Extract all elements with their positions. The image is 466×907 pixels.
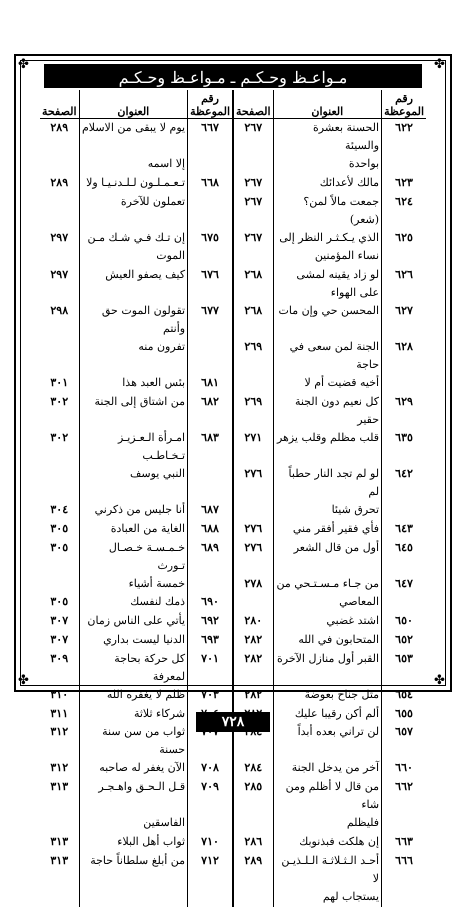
entry-page: ٢٧٨: [233, 575, 273, 594]
entry-title: لو زاد يقينه لمشى على الهواء: [273, 266, 382, 302]
entry-page: [233, 374, 273, 393]
entry-number: ٦٨٢: [188, 393, 233, 429]
entry-page: ٢٦٨: [233, 266, 273, 302]
entry-title: من اشتاق إلى الجنة: [79, 393, 188, 429]
entry-number: ٦٢٤: [382, 193, 426, 229]
entry-page: ٣٠٥: [50, 595, 69, 609]
entry-title: المعاصي: [273, 593, 382, 612]
entry-number: ٦٧٧: [188, 302, 233, 338]
header-page-left: الصفحة: [40, 90, 79, 119]
entry-page: ٢٧٦: [233, 465, 273, 501]
entry-title: إن هلكت فبذنوبك: [273, 833, 382, 852]
entry-number: ٧٠٨: [188, 759, 233, 778]
table-row: [40, 888, 426, 907]
entry-title: تفرون منه: [79, 338, 188, 374]
entry-number: [382, 247, 426, 266]
entry-title: خمسة أشياء: [79, 575, 188, 594]
entry-number: ٦٦٨: [188, 174, 233, 193]
entry-page: ٢٨٩: [233, 852, 273, 888]
entry-title: قلب مظلم وقلب يزهر: [273, 429, 382, 465]
entry-title: فليظلم: [273, 814, 382, 833]
entry-page: ٢٨٤: [233, 759, 273, 778]
entry-page: ٣٠٩: [50, 651, 69, 665]
entry-number: [188, 575, 233, 594]
entry-title: شركاء ثلاثة: [79, 705, 188, 724]
entry-title: أول من قال الشعر: [273, 539, 382, 575]
entry-title: من أبلغ سلطاناً حاجة: [79, 852, 188, 888]
header-number-right: رقم الموعظة: [382, 90, 426, 119]
page-title: مـواعـظ وحـكـم ـ مـواعـظ وحـكـم: [118, 68, 348, 87]
entry-title: ثواب أهل البلاء: [79, 833, 188, 852]
entry-page: ٢٨٢: [233, 631, 273, 650]
entry-page: ٣١١: [50, 706, 69, 720]
table-row: [40, 759, 426, 778]
entry-page: ٢٨٩: [50, 121, 69, 134]
entry-title: يستجاب لهم: [273, 888, 382, 907]
page-number-badge: [196, 712, 270, 732]
entry-title: إن تـك فـي شـك مـن: [79, 229, 188, 248]
table-row: [40, 266, 426, 302]
entry-page: [233, 814, 273, 833]
corner-ornament: ✤: [18, 57, 29, 72]
entry-number: [188, 888, 233, 907]
entry-number: ٦٥٧: [382, 723, 426, 759]
entry-title: الغاية من العبادة: [79, 520, 188, 539]
table-row: [40, 247, 426, 266]
entry-page: ٣١٢: [50, 725, 69, 739]
table-row: [40, 539, 426, 575]
entry-title: نساء المؤمنين: [273, 247, 382, 266]
entry-title: بئس العبد هذا: [79, 374, 188, 393]
entry-page: ٢٨٦: [233, 833, 273, 852]
table-row: [40, 465, 426, 501]
entry-title: النبي يوسف: [79, 465, 188, 501]
entry-page: ٢٦٧: [233, 193, 273, 229]
entry-number: ٦٧٦: [188, 266, 233, 302]
entry-number: ٧١٢: [188, 852, 233, 888]
table-row: [40, 302, 426, 338]
entry-page: ٣٠٧: [50, 632, 69, 646]
entry-title: مثل جناح بعوضة: [273, 686, 382, 705]
entry-title: آخر من يدخل الجنة: [273, 759, 382, 778]
entry-title: المتحابون في الله: [273, 631, 382, 650]
entry-title: الموت: [79, 247, 188, 266]
entry-title: الحسنة بعشرة والسيئة: [273, 119, 382, 156]
entry-title: المحسن حي وإن مات: [273, 302, 382, 338]
table-row: [40, 593, 426, 612]
entry-number: [188, 155, 233, 174]
entry-page: ٢٨٢: [233, 686, 273, 705]
entry-number: ٦٤٢: [382, 465, 426, 501]
entry-title: الآن يغفر له صاحبه: [79, 759, 188, 778]
entry-title: تعملون للآخرة: [79, 193, 188, 229]
table-row: [40, 155, 426, 174]
entry-title: تقولون الموت حق وأنتم: [79, 302, 188, 338]
entry-page: ٢٨٩: [50, 175, 69, 189]
entry-title: الفاسقين: [79, 814, 188, 833]
entry-number: ٧٠١: [188, 650, 233, 686]
entry-title: الدنيا ليست بداري: [79, 631, 188, 650]
header-title-right: العنوان: [273, 90, 382, 119]
entry-page: ٢٩٧: [50, 230, 69, 244]
entry-page: [40, 465, 79, 501]
entry-title: ألم أكن رقيبا عليك: [273, 705, 382, 724]
entry-page: ٣٠٥: [50, 540, 69, 554]
table-row: [40, 650, 426, 686]
table-row: [40, 393, 426, 429]
table-row: [40, 174, 426, 193]
entry-number: ٦٢٢: [382, 119, 426, 156]
header-title-left: العنوان: [79, 90, 188, 119]
entry-title: خـمـسـة خـصـال تـورث: [79, 539, 188, 575]
entry-title: من قال لا أظلم ومن شاء: [273, 778, 382, 814]
entry-number: ٦٦٧: [188, 119, 233, 156]
entry-page: [233, 593, 273, 612]
entry-title: أحـد الـثـلاثـة الـلـذيـن لا: [273, 852, 382, 888]
entry-title: قـل الـحـق واهـجـر: [79, 778, 188, 814]
entry-page: ٢٧١: [233, 429, 273, 465]
table-row: [40, 520, 426, 539]
entry-page: [233, 501, 273, 520]
entry-number: [188, 338, 233, 374]
entry-number: [188, 465, 233, 501]
entry-number: ٧٠٣: [188, 686, 233, 705]
entry-page: ٢٦٧: [233, 174, 273, 193]
entry-title: تـعـمـلـون لـلـدنـيـا ولا: [79, 174, 188, 193]
entry-title: مالك لأعدائك: [273, 174, 382, 193]
entry-page: ٣٠٧: [50, 614, 69, 628]
entry-title: يأتي على الناس زمان: [79, 612, 188, 631]
entry-number: ٦٥٣: [382, 650, 426, 686]
entry-number: ٦٢٧: [382, 302, 426, 338]
entry-title: يوم لا يبقى من الاسلام: [79, 119, 188, 156]
entry-number: ٦٦٠: [382, 759, 426, 778]
entry-number: ٦٦٦: [382, 852, 426, 888]
entry-page: [233, 155, 273, 174]
entry-number: ٧٠٩: [188, 778, 233, 814]
entry-number: ٦٥٠: [382, 612, 426, 631]
entry-title: لن تراني بعده أبداً: [273, 723, 382, 759]
entry-number: ٦٦٢: [382, 778, 426, 814]
entry-title: أنا جليس من ذكرني: [79, 501, 188, 520]
entry-number: [188, 247, 233, 266]
entry-page: ٢٧٦: [233, 520, 273, 539]
entry-title: أخيه قضيت أم لا: [273, 374, 382, 393]
entry-page: ٣٠٤: [50, 502, 69, 516]
table-row: [40, 612, 426, 631]
entry-title: ظلم لا يغفره الله: [79, 686, 188, 705]
entry-number: [382, 374, 426, 393]
entry-title: فأي فقير أفقر مني: [273, 520, 382, 539]
entry-title: تحرق شيئا: [273, 501, 382, 520]
table-row: [40, 429, 426, 465]
entry-page: ٢٩٧: [50, 268, 69, 282]
entry-page: ٢٨٢: [233, 650, 273, 686]
entry-page: ٣٠٢: [50, 430, 69, 444]
entry-number: ٦٨١: [188, 374, 233, 393]
entry-page: [40, 338, 79, 374]
table-row: [40, 229, 426, 248]
corner-ornament: ✤: [434, 57, 445, 72]
header-number-left: رقم الموعظة: [188, 90, 233, 119]
entry-page: ٣٠٥: [50, 521, 69, 535]
entry-title: كل نعيم دون الجنة حقير: [273, 393, 382, 429]
table-row: [40, 631, 426, 650]
entry-number: [382, 501, 426, 520]
entry-page: [40, 193, 79, 229]
entry-number: ٦٢٨: [382, 338, 426, 374]
entry-number: ٦٢٣: [382, 174, 426, 193]
corner-ornament: ✤: [18, 673, 29, 688]
page-number: ٧٢٨: [221, 714, 245, 730]
entry-number: [382, 814, 426, 833]
table-row: [40, 119, 426, 156]
entry-number: ٦٨٩: [188, 539, 233, 575]
corner-ornament: ✤: [434, 673, 445, 688]
entry-page: ٢٩٨: [50, 304, 69, 318]
entry-page: ٣٠٢: [50, 394, 69, 408]
entry-page: [40, 575, 79, 594]
entry-number: ٦٧٥: [188, 229, 233, 248]
entry-title: ذمك لنفسك: [79, 593, 188, 612]
entry-title: اشتد غضبي: [273, 612, 382, 631]
entry-page: [40, 814, 79, 833]
entry-page: ٣١٣: [50, 853, 69, 867]
entry-number: ٦٢٦: [382, 266, 426, 302]
table-row: [40, 833, 426, 852]
entry-title: كيف يصفو العيش: [79, 266, 188, 302]
page-title-banner: [44, 64, 422, 88]
entry-title: [79, 888, 188, 907]
table-row: [40, 338, 426, 374]
entry-number: ٦٢٥: [382, 229, 426, 248]
entry-page: ٢٦٧: [233, 119, 273, 156]
entry-number: ٦٨٨: [188, 520, 233, 539]
entry-page: [233, 247, 273, 266]
table-row: [40, 575, 426, 594]
entry-number: [188, 814, 233, 833]
entry-page: ٣١٣: [50, 780, 69, 794]
table-row: [40, 778, 426, 814]
entry-number: ٦٤٥: [382, 539, 426, 575]
header-page-right: الصفحة: [233, 90, 273, 119]
table-row: [40, 501, 426, 520]
entry-number: ٦٩٠: [188, 593, 233, 612]
entry-page: ٢٧٦: [233, 539, 273, 575]
entry-number: ٦٥٤: [382, 686, 426, 705]
entry-title: جمعت مالاً لمن؟ (شعر): [273, 193, 382, 229]
entry-title: كل حركة بحاجة لمعرفة: [79, 650, 188, 686]
entry-page: ٣٠١: [50, 376, 69, 390]
entry-title: القبر أول منازل الآخرة: [273, 650, 382, 686]
entry-number: ٦٤٣: [382, 520, 426, 539]
entry-number: ٧١٠: [188, 833, 233, 852]
entry-page: ٣١٠: [50, 687, 69, 701]
entry-title: الذي يـكـثـر النظر إلى: [273, 229, 382, 248]
entry-number: ٦٩٢: [188, 612, 233, 631]
entry-number: ٦٥٥: [382, 705, 426, 724]
entry-number: ٦٤٧: [382, 575, 426, 594]
entry-page: ٢٦٩: [233, 338, 273, 374]
entry-page: ٣١٣: [50, 834, 69, 848]
entry-page: [40, 247, 79, 266]
entry-title: لو لم تجد النار حطباً لم: [273, 465, 382, 501]
entry-page: [233, 888, 273, 907]
entry-page: ٢٦٧: [233, 229, 273, 248]
entry-number: ٦٣٥: [382, 429, 426, 465]
entry-number: ٦٥٢: [382, 631, 426, 650]
entry-title: إلا اسمه: [79, 155, 188, 174]
entry-page: ٢٦٩: [233, 393, 273, 429]
table-row: [40, 193, 426, 229]
entry-page: ٢٨٠: [233, 612, 273, 631]
entry-number: ٦٨٣: [188, 429, 233, 465]
table-header-row: [40, 90, 426, 119]
entry-title: الجنة لمن سعى في حاجة: [273, 338, 382, 374]
entry-title: امـرأة الـعـزيـز تـخـاطـب: [79, 429, 188, 465]
entry-number: ٦٨٧: [188, 501, 233, 520]
entry-title: ثواب من سن سنة حسنة: [79, 723, 188, 759]
entry-title: بواحدة: [273, 155, 382, 174]
entry-page: [40, 155, 79, 174]
table-row: [40, 374, 426, 393]
entry-number: ٦٩٣: [188, 631, 233, 650]
index-table: [40, 90, 426, 907]
entry-page: ٢٦٨: [233, 302, 273, 338]
entry-number: [382, 593, 426, 612]
entry-number: ٦٦٣: [382, 833, 426, 852]
table-row: [40, 686, 426, 705]
entry-number: ٦٢٩: [382, 393, 426, 429]
entry-page: [40, 888, 79, 907]
entry-page: ٢٨٥: [233, 778, 273, 814]
table-row: [40, 852, 426, 888]
entry-number: [382, 888, 426, 907]
entry-number: [382, 155, 426, 174]
entry-number: [188, 193, 233, 229]
entry-page: ٣١٢: [50, 761, 69, 775]
table-row: [40, 814, 426, 833]
entry-title: من جـاء مـسـتـحي من: [273, 575, 382, 594]
